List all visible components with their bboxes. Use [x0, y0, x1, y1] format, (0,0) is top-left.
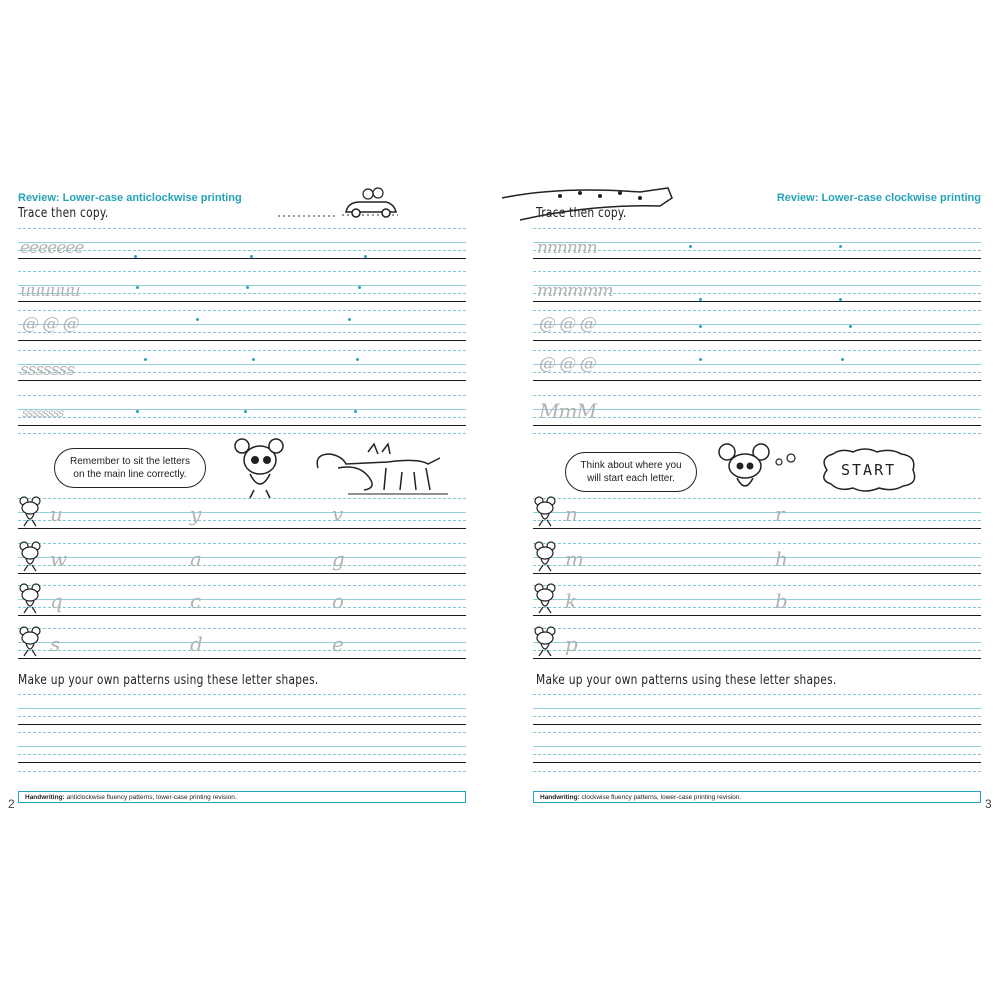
- page-number: 3: [985, 797, 992, 811]
- trace-letter: a: [190, 547, 202, 571]
- footer-label: Handwriting:: [25, 794, 65, 801]
- trace-pattern: @ @ @: [22, 314, 79, 334]
- footer-box: [18, 791, 466, 803]
- trace-pattern: nnnnnn: [537, 238, 597, 258]
- trace-letter: v: [332, 502, 344, 526]
- trace-letter: q: [50, 589, 63, 613]
- trace-letter: w: [50, 547, 68, 571]
- page-title: Review: Lower-case clockwise printing: [776, 192, 981, 204]
- mouse-icon: [18, 541, 42, 577]
- dog-icon: [218, 438, 458, 500]
- mouse-icon: [18, 626, 42, 662]
- trace-pattern: uuuuuu: [20, 281, 80, 301]
- trace-pattern: mmmmm: [537, 281, 613, 301]
- trace-letter: r: [775, 502, 785, 526]
- trace-letter: m: [565, 547, 584, 571]
- right-page: [533, 180, 981, 820]
- instruction: Trace then copy.: [18, 206, 109, 221]
- trace-letter: n: [565, 502, 578, 526]
- trace-letter: o: [332, 589, 345, 613]
- mouse-icon: [533, 541, 557, 577]
- trace-letter: p: [565, 632, 578, 656]
- speech-bubble: Remember to sit the letters on the main line correctly.: [54, 448, 206, 488]
- footer-label: Handwriting:: [540, 794, 580, 801]
- trace-letter: y: [190, 502, 202, 526]
- page-title: Review: Lower-case anticlockwise printing: [18, 192, 242, 204]
- speech-bubble: Think about where you will start each letter.: [565, 452, 697, 492]
- car-icon: [268, 182, 408, 222]
- trace-pattern: @ @ @: [539, 314, 596, 334]
- trace-letter: d: [190, 632, 203, 656]
- trace-letter: c: [190, 589, 202, 613]
- trace-pattern: eeeeeee: [20, 238, 84, 258]
- footer-text: anticlockwise fluency patterns, lower-case printing revision.: [66, 794, 237, 801]
- trace-letter: k: [565, 589, 578, 613]
- trace-pattern: MmM: [539, 399, 596, 423]
- trace-letter: s: [50, 632, 61, 656]
- trace-pattern: sssssss: [20, 360, 75, 380]
- page-number: 2: [8, 797, 15, 811]
- mouse-icon: [533, 626, 557, 662]
- trace-pattern: @ @ @: [539, 354, 596, 374]
- trace-letter: e: [332, 632, 344, 656]
- mouse-icon: [533, 583, 557, 619]
- trace-letter: g: [332, 547, 345, 571]
- start-text: START: [841, 461, 897, 479]
- mouse-icon: [533, 496, 557, 532]
- left-page: [18, 180, 466, 820]
- trace-letter: b: [775, 589, 788, 613]
- mouse-icon: [715, 442, 805, 502]
- footer-box: [533, 791, 981, 803]
- instruction: Trace then copy.: [536, 206, 627, 221]
- make-up-instruction: Make up your own patterns using these letter shapes.: [536, 673, 837, 688]
- trace-letter: h: [775, 547, 788, 571]
- make-up-instruction: Make up your own patterns using these letter shapes.: [18, 673, 319, 688]
- trace-pattern: ssssssss: [22, 406, 64, 420]
- footer-text: clockwise fluency patterns, lower-case printing revision.: [581, 794, 742, 801]
- mouse-icon: [18, 583, 42, 619]
- mouse-icon: [18, 496, 42, 532]
- trace-letter: u: [50, 502, 63, 526]
